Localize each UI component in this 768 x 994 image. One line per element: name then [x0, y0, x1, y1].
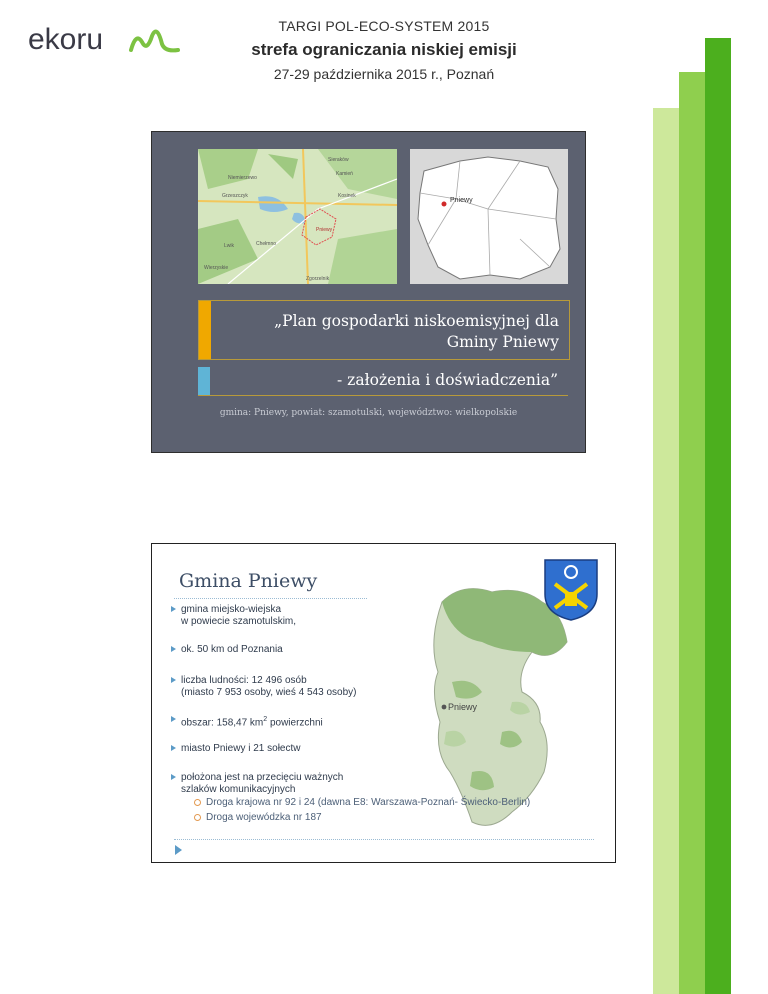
- bullet-villages-text: miasto Pniewy i 21 sołectw: [181, 743, 301, 754]
- svg-text:Wierzyskie: Wierzyskie: [204, 265, 229, 271]
- svg-text:Sieraków: Sieraków: [328, 157, 349, 163]
- event-dates: 27-29 października 2015 r., Poznań: [273, 66, 495, 82]
- event-subtitle: strefa ograniczania niskiej emisji: [251, 40, 517, 59]
- slide-main-title-line1: „Plan gospodarki niskoemisyjnej dla: [274, 312, 559, 330]
- slide-gmina-pniewy: [151, 543, 616, 863]
- regional-map: [198, 149, 397, 284]
- slide-footer: gmina: Pniewy, powiat: szamotulski, województwo: wielkopolskie: [219, 408, 518, 418]
- svg-text:Chełmno: Chełmno: [256, 241, 277, 247]
- slide-subtitle: - założenia i doświadczenia”: [337, 371, 558, 389]
- footer-divider: [174, 839, 594, 840]
- bullet-population-line1: liczba ludności: 12 496 osób: [181, 675, 307, 686]
- svg-text:Kosinek: Kosinek: [338, 193, 356, 199]
- title-divider: [174, 598, 367, 599]
- green-bar-mid: [679, 72, 705, 994]
- bullet-location-line2: szlaków komunikacyjnych: [181, 784, 296, 795]
- slide-title: [151, 131, 586, 453]
- coat-of-arms: [543, 558, 599, 622]
- bullet-area-sup: 2: [263, 716, 268, 723]
- bullet-area-text-post: powierzchni: [267, 717, 323, 729]
- bullet-arrow-icon: [171, 677, 176, 683]
- bullet-distance-text: ok. 50 km od Poznania: [181, 644, 283, 655]
- poland-map: [410, 149, 568, 284]
- next-arrow-icon[interactable]: [175, 845, 182, 855]
- svg-text:Niemierzewo: Niemierzewo: [228, 175, 257, 181]
- bullet-location-line1: położona jest na przecięciu ważnych: [181, 772, 344, 783]
- bullet-type-line2: w powiecie szamotulskim,: [181, 616, 297, 627]
- bullet-arrow-icon: [171, 606, 176, 612]
- svg-text:Pniewy: Pniewy: [316, 227, 333, 233]
- svg-text:Zgorzelnik: Zgorzelnik: [306, 276, 330, 282]
- subtitle-accent-bar: [198, 367, 210, 395]
- bullet-arrow-icon: [171, 646, 176, 652]
- gmina-map-label: Pniewy: [448, 702, 478, 712]
- sub-item-road-national: [194, 797, 530, 808]
- bullet-population-line2: (miasto 7 953 osoby, wieś 4 543 osoby): [181, 687, 357, 698]
- subtitle-block: [198, 367, 568, 396]
- bullet-type-line1: gmina miejsko-wiejska: [181, 604, 282, 615]
- green-bar-dark: [705, 38, 731, 994]
- sub-item-road-regional: [194, 812, 322, 823]
- title-block: [198, 300, 570, 360]
- logo-text: ekoru: [28, 23, 104, 56]
- sub-item-road-regional-text: Droga wojewódzka nr 187: [206, 812, 322, 823]
- circle-bullet-icon: [194, 814, 201, 821]
- circle-bullet-icon: [194, 799, 201, 806]
- slide2-title: Gmina Pniewy: [179, 570, 318, 592]
- svg-text:Kamień: Kamień: [336, 171, 353, 177]
- slide-main-title-line2: Gminy Pniewy: [446, 333, 559, 351]
- sub-item-road-national-text: Droga krajowa nr 92 i 24 (dawna E8: Warszawa-Poznań- Świecko-Berlin): [206, 797, 531, 808]
- svg-text:Lwik: Lwik: [224, 243, 235, 249]
- bullet-arrow-icon: [171, 745, 176, 751]
- poland-map-label: Pniewy: [450, 197, 473, 204]
- slide-main-title: [229, 311, 559, 353]
- bullet-arrow-icon: [171, 774, 176, 780]
- svg-text:Grzeszczyk: Grzeszczyk: [222, 193, 248, 199]
- title-accent-bar: [199, 301, 211, 359]
- event-name: TARGI POL-ECO-SYSTEM 2015: [278, 18, 490, 34]
- green-bar-light: [653, 108, 679, 994]
- bullet-arrow-icon: [171, 716, 176, 722]
- bullet-area-text: obszar: 158,47 km: [181, 717, 264, 729]
